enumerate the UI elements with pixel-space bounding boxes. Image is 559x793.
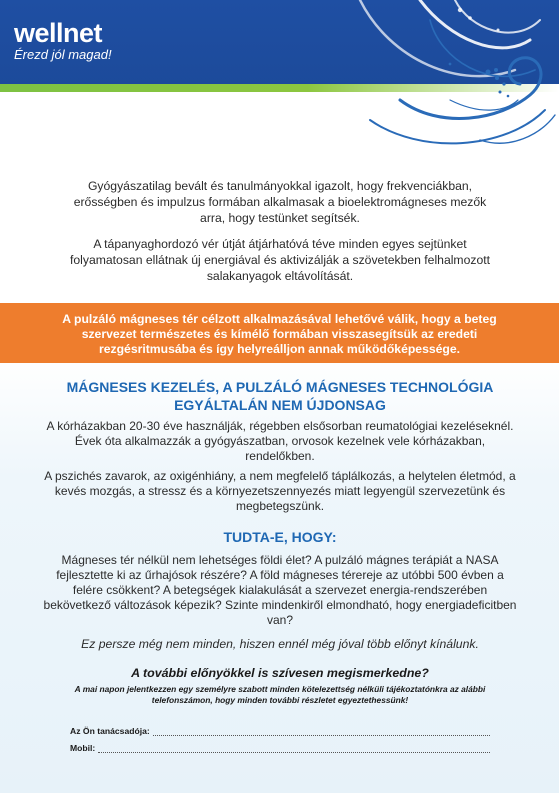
cta-title: A további előnyökkel is szívesen megismerkedne? (131, 666, 429, 680)
slogan: Érezd jól magad! (14, 47, 112, 62)
intro-paragraph-2: A tápanyaghordozó vér útját átjárhatóvá téve minden egyes sejtünket folyamatosan ellátnak új energiával és aktivizálják a szövetekben felhalmozott salakanyagok eltávolítását. (69, 237, 491, 283)
section-title-line-1: MÁGNESES KEZELÉS, A PULZÁLÓ MÁGNESES TECHNOLÓGIA (66, 379, 494, 395)
section-title-did-you-know: TUDTA-E, HOGY: (223, 529, 337, 545)
section-title-line-2: EGYÁLTALÁN NEM ÚJDONSAG (174, 397, 386, 413)
cta-subtext: A mai napon jelentkezzen egy személyre szabott minden kötelezettség nélküli tájékoztatónkra az alábbi telefonszámon, hogy minden további részletet egyeztethessünk! (74, 684, 486, 705)
mobile-dotted-line[interactable] (98, 743, 490, 753)
advisor-label: Az Ön tanácsadója: (70, 726, 150, 736)
highlight-banner (0, 303, 559, 363)
advisor-dotted-line[interactable] (153, 726, 490, 736)
logo: wellnet (14, 18, 103, 48)
advisor-field[interactable] (70, 722, 490, 736)
banner-text: A pulzáló mágneses tér célzott alkalmazásával lehetővé válik, hogy a beteg szervezet természetes és kímélő formában visszasegítsük az eredeti rezgésritmusába és így helyreálljon annak működőképessége. (62, 312, 497, 356)
did-you-know-paragraph: Mágneses tér nélkül nem lehetséges földi élet? A pulzáló mágnes terápiát a NASA fejlesztette ki az űrhajósok részére? A föld mágneses térereje az utóbbi 500 évben a felére csökkent? A betegségek kialakulását a szervezet energia-rendszerében bekövetkező változások képezik? Szinte mindenkiről elmondható, hogy energiadeficitben van? (43, 553, 517, 627)
mobile-field[interactable] (70, 739, 490, 753)
mobile-label: Mobil: (70, 743, 96, 753)
history-paragraph: A kórházakban 20-30 éve használják, régebben elsősorban reumatológiai kezeléseknél. Évek óta alkalmazzák a gyógyászatban, orvosok kezelnek vele kórházakban, rendelőkben. (46, 419, 514, 463)
decorative-swirl (300, 0, 559, 160)
more-benefits-line: Ez persze még nem minden, hiszen ennél még jóval több előnyt kínálunk. (81, 637, 479, 651)
section-title-magnetic-treatment (30, 378, 530, 414)
causes-paragraph: A pszichés zavarok, az oxigénhiány, a nem megfelelő táplálkozás, a helytelen életmód, a kevés mozgás, a stressz és a környezetszennyezés miatt legyengül szervezetünk és megbetegszünk. (44, 469, 516, 513)
intro-paragraph-1: Gyógyászatilag bevált és tanulmányokkal igazolt, hogy frekvenciákban, erősségben és impulzus formában alkalmasak a bioelektromágneses mezők arra, hogy testünket segítsék. (73, 179, 487, 225)
